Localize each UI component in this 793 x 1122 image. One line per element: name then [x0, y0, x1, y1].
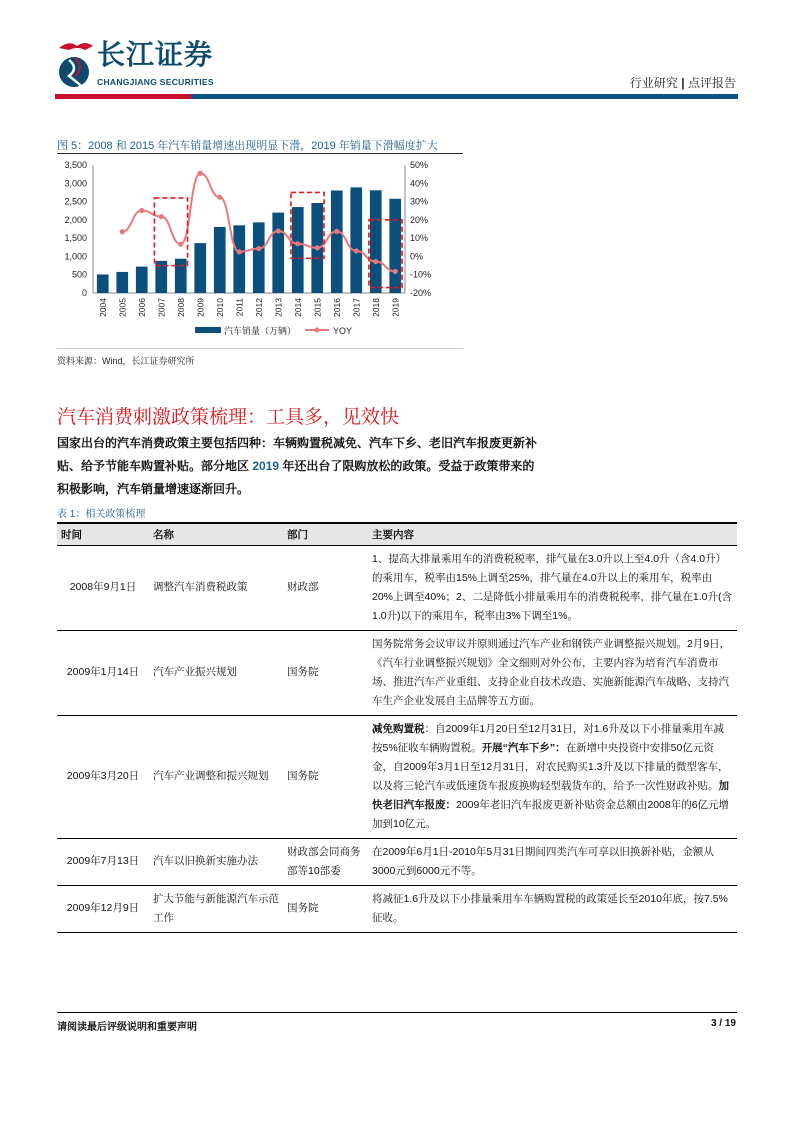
y-left-tick-label: 1,500	[64, 233, 87, 244]
sales-chart	[55, 155, 465, 345]
cell-time: 2009年3月20日	[57, 715, 149, 838]
header-time: 时间	[57, 523, 149, 545]
cell-time: 2009年7月13日	[57, 838, 149, 885]
bar-2014	[292, 207, 304, 293]
cell-dept: 国务院	[283, 630, 368, 715]
bar-2011	[233, 225, 245, 293]
cell-content	[368, 545, 737, 630]
table-title: 表 1：相关政策梳理	[57, 509, 146, 520]
bar-2010	[214, 227, 226, 293]
header-bar-red	[55, 94, 191, 99]
table-row	[57, 838, 737, 885]
legend-bar-swatch	[195, 327, 221, 333]
footer-notice: 请阅读最后评级说明和重要声明	[57, 1022, 197, 1033]
separator: |	[681, 76, 685, 90]
bold-text: 开展“汽车下乡”：	[481, 741, 566, 754]
bar-2009	[194, 243, 206, 293]
category-label: 行业研究	[629, 76, 678, 90]
header-content: 主要内容	[368, 523, 737, 545]
x-tick-label: 2011	[234, 298, 245, 317]
logo-text-cn: 长江证券	[97, 38, 214, 71]
cell-time: 2008年9月1日	[57, 545, 149, 630]
bold-text: 减免购置税	[372, 722, 425, 735]
report-type: 点评报告	[687, 76, 736, 90]
logo-text-en: CHANGJIANG SECURITIES	[97, 77, 214, 87]
divider	[57, 153, 463, 154]
yoy-point-2016	[334, 229, 339, 234]
cell-name: 扩大节能与新能源汽车示范工作	[149, 885, 283, 932]
x-tick-label: 2006	[136, 298, 147, 317]
bar-2012	[253, 222, 265, 293]
bar-2013	[272, 213, 284, 293]
y-right-tick-label: 10%	[410, 233, 429, 244]
y-left-tick-label: 2,500	[64, 196, 87, 207]
text-segment: 年还出台了限购放松的政策。受益于政策带来的积极影响，汽车销量增速逐渐回升。	[57, 459, 535, 496]
cell-dept: 国务院	[283, 715, 368, 838]
table-row	[57, 630, 737, 715]
x-tick-label: 2018	[370, 298, 381, 317]
x-tick-label: 2017	[351, 298, 362, 317]
bold-text: 加快老旧汽车报废：	[372, 779, 729, 811]
yoy-point-2011	[237, 249, 242, 254]
cell-name: 汽车以旧换新实施办法	[149, 838, 283, 885]
y-right-tick-label: 0%	[410, 251, 424, 262]
bar-2018	[370, 190, 382, 293]
text-segment: 1、提高大排量乘用车的消费税税率，排气量在3.0升以上至4.0升（含4.0升）的乘用车，税率由15%上调至25%，排气量在4.0升以上的乘用车，税率由20%上调至40%；2、二是降低小排量乘用车的消费税税率，排气量在1.0升(含1.0升)以下的乘用车，税率由3%下调至1%。	[372, 552, 732, 622]
y-left-tick-label: 0	[81, 288, 87, 298]
x-tick-label: 2009	[195, 298, 206, 317]
yoy-point-2008	[178, 242, 183, 247]
yoy-point-2007	[159, 214, 164, 219]
y-right-tick-label: -10%	[410, 269, 432, 280]
table-row	[57, 885, 737, 932]
header-bar-blue	[191, 94, 738, 99]
x-tick-label: 2010	[214, 298, 225, 317]
text-segment: 国家出台的汽车消费政策主要包括四种：车辆购置税减免、汽车下乡、老旧汽车报废更新补贴、给予节能车购置补贴。部分地区	[57, 436, 538, 473]
divider	[57, 348, 463, 349]
y-left-tick-label: 500	[71, 269, 87, 280]
cell-content	[368, 885, 737, 932]
text-segment: 国务院常务会议审议并原则通过汽车产业和钢铁产业调整振兴规划。2月9日，《汽车行业调整振兴规划》全文细则对外公布，主要内容为培育汽车消费市场、推进汽车产业重组、支持企业自技术改造、实施新能源汽车战略、支持汽车生产企业发展自主品牌等五方面。	[372, 637, 731, 707]
figure-title: 图 5：2008 和 2015 年汽车销量增速出现明显下滑，2019 年销量下滑幅度扩大	[57, 140, 438, 152]
header-dept: 部门	[283, 523, 368, 545]
x-tick-label: 2013	[273, 298, 284, 317]
yoy-point-2019	[393, 269, 398, 274]
cell-content	[368, 715, 737, 838]
cell-dept: 财政部	[283, 545, 368, 630]
inline-number: 2019	[252, 459, 280, 473]
legend-line-label: YOY	[333, 326, 353, 336]
y-left-tick-label: 3,000	[64, 178, 87, 189]
text-segment: 将减征1.6升及以下小排量乘用车车辆购置税的政策延长至2010年底，按7.5%征收。	[372, 892, 728, 924]
x-tick-label: 2019	[390, 298, 401, 317]
page-number: 3 / 19	[710, 1018, 736, 1029]
policy-table	[57, 522, 737, 933]
bar-2019	[389, 199, 401, 293]
legend-line-marker	[315, 328, 320, 333]
text-segment: ：自2009年1月20日至12月31日，对1.6升及以下小排量乘用车减按5%征收车辆购置税。	[372, 722, 724, 754]
logo-emblem-icon	[55, 40, 95, 90]
cell-content	[368, 630, 737, 715]
x-tick-label: 2014	[292, 298, 303, 317]
cell-dept: 财政部会同商务部等10部委	[283, 838, 368, 885]
text-segment: 在2009年6月1日-2010年5月31日期间四类汽车可享以旧换新补贴，金额从3000元到6000元不等。	[372, 845, 714, 877]
x-tick-label: 2005	[117, 298, 128, 317]
y-right-tick-label: 30%	[410, 196, 429, 207]
y-right-tick-label: 20%	[410, 214, 429, 225]
cell-name: 汽车产业调整和振兴规划	[149, 715, 283, 838]
yoy-point-2010	[217, 195, 222, 200]
x-tick-label: 2007	[156, 298, 167, 317]
yoy-point-2014	[295, 241, 300, 246]
bar-2016	[331, 190, 343, 293]
company-logo	[55, 40, 245, 92]
divider	[57, 1012, 737, 1013]
bar-2006	[136, 267, 148, 293]
x-tick-label: 2004	[97, 298, 108, 317]
text-segment: 在新增中央投资中安排50亿元资金，自2009年3月1日至12月31日，对农民购买1.3升及以下排量的微型客车，以及将三轮汽车或低速货车报废换购轻型载货车的，给予一次性财政补贴。	[372, 741, 729, 792]
section-paragraph	[57, 432, 537, 501]
x-tick-label: 2012	[253, 298, 264, 317]
table-row	[57, 545, 737, 630]
cell-name: 汽车产业振兴规划	[149, 630, 283, 715]
yoy-point-2006	[139, 208, 144, 213]
text-segment: 2009年老旧汽车报废更新补贴资金总额由2008年的6亿元增加到10亿元。	[372, 798, 730, 830]
cell-time: 2009年1月14日	[57, 630, 149, 715]
bar-2008	[175, 259, 187, 293]
x-tick-label: 2016	[331, 298, 342, 317]
table-header-row	[57, 523, 737, 545]
x-tick-label: 2015	[312, 298, 323, 317]
bar-2005	[116, 272, 128, 293]
x-tick-label: 2008	[175, 298, 186, 317]
cell-name: 调整汽车消费税政策	[149, 545, 283, 630]
y-left-tick-label: 1,000	[64, 251, 87, 262]
yoy-point-2018	[373, 259, 378, 264]
y-right-tick-label: 40%	[410, 178, 429, 189]
table-row	[57, 715, 737, 838]
cell-content	[368, 838, 737, 885]
figure-source: 资料来源：Wind，长江证券研究所	[57, 356, 195, 366]
cell-time: 2009年12月9日	[57, 885, 149, 932]
header-name: 名称	[149, 523, 283, 545]
cell-dept: 国务院	[283, 885, 368, 932]
yoy-point-2009	[198, 171, 203, 176]
y-right-tick-label: 50%	[410, 160, 429, 170]
yoy-point-2005	[120, 229, 125, 234]
y-left-tick-label: 2,000	[64, 214, 87, 225]
bar-2004	[97, 274, 109, 293]
yoy-point-2012	[256, 246, 261, 251]
section-title: 汽车消费刺激政策梳理：工具多，见效快	[57, 407, 400, 428]
yoy-point-2013	[276, 228, 281, 233]
y-left-tick-label: 3,500	[64, 160, 87, 170]
y-right-tick-label: -20%	[410, 288, 432, 298]
yoy-point-2015	[315, 245, 320, 250]
yoy-point-2017	[354, 248, 359, 253]
bar-2017	[350, 187, 362, 293]
report-type-label	[630, 74, 736, 91]
legend-bar-label: 汽车销量（万辆）	[224, 326, 297, 336]
